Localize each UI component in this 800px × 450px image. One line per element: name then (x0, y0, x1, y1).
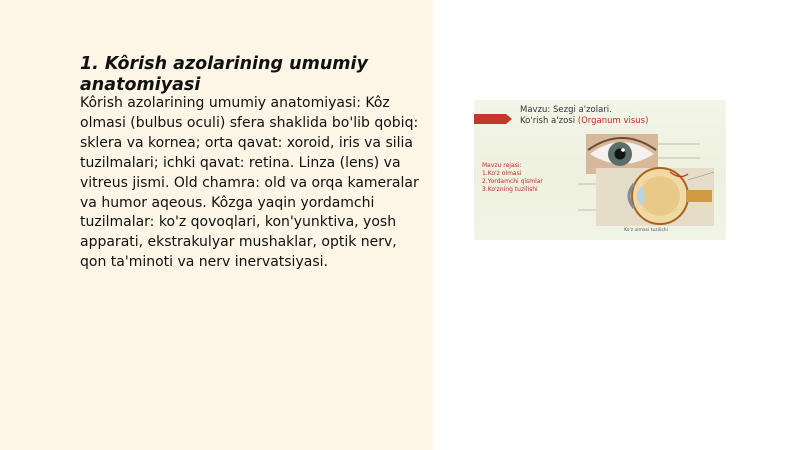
optic-nerve (686, 190, 712, 202)
eye-reflection (621, 148, 625, 152)
thumbnail-plan-item: 1.Ko'z olmasi (482, 170, 522, 177)
red-arrow-marker (474, 114, 512, 124)
lens (637, 187, 645, 205)
slide-body-text: Kôrish azolarining umumiy anatomiyasi: Kôz olmasi (bulbus oculi) sfera shaklida bo'lib qobiq: sklera va kornea; orta qavat: xoroid, iris va silia tuzilmalari; ichki qavat: retina. Linza (lens) va vitreus jismi. Old chamra: old va orqa kameralar va humor aqeous. Kôzga yaqin yordamchi tuzilmalar: ko'z qovoqlari, kon'yunktiva, yosh apparati, ekstrakulyar mushaklar, optik nerv, qon ta'minoti va nerv inervatsiyasi. (80, 95, 419, 271)
thumbnail-subtitle: Ko'rish a'zosi (Organum visus) (520, 116, 649, 126)
slide-title: 1. Kôrish azolarining umumiy anatomiyasi (80, 54, 368, 95)
eye-anatomy-slide-thumbnail (474, 100, 726, 240)
thumbnail-plan-item: 2.Yordamchi qismlar (482, 178, 543, 185)
vitreous-body (640, 176, 680, 216)
thumbnail-caption: Ko'z olmasi tuzilishi (624, 228, 668, 233)
thumbnail-topic: Mavzu: Sezgi a'zolari. (520, 105, 612, 115)
thumbnail-plan-item: 3.Ko'zning tuzilishi (482, 186, 538, 193)
thumbnail-plan-item: Mavzu rejasi: (482, 162, 522, 169)
